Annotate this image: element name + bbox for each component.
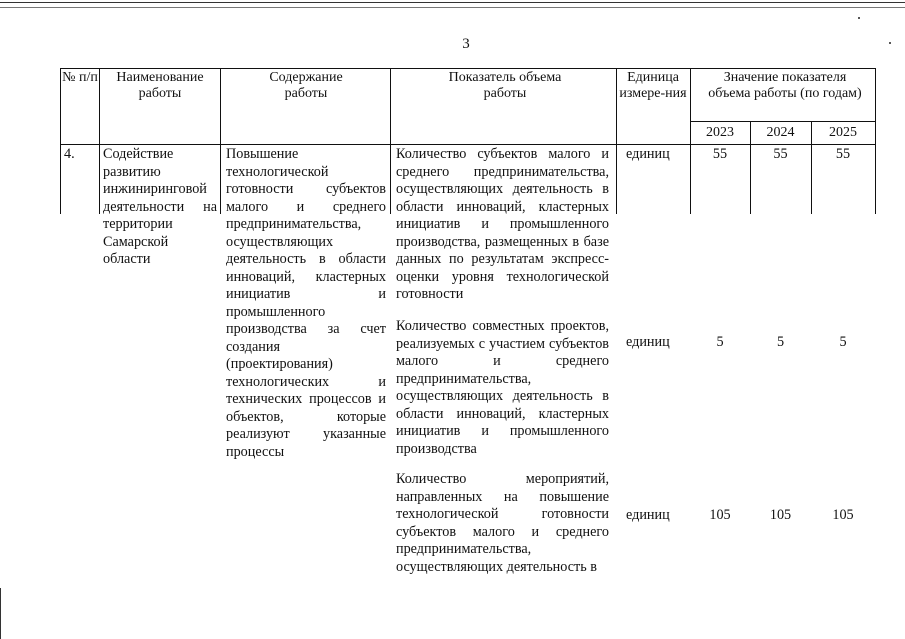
indicator-text: Количество совместных проектов, реализуемых с участием субъектов малого и среднего предпринимательства, осуществляющих деятельность в области инноваций, кластерных инициатив и промышленного производства [396, 318, 609, 457]
indicator-value-2023: 105 [709, 507, 731, 523]
indicator-value-2023: 55 [712, 146, 728, 162]
header-value-group: Значение показателя объема работы (по годам) [708, 70, 862, 101]
work-volume-table [60, 68, 875, 639]
indicator-value-2024: 5 [776, 334, 785, 350]
page-number: 3 [462, 36, 470, 52]
left-edge-line [0, 588, 1, 639]
row-number: 4. [64, 146, 75, 162]
header-work-content: Содержание работы [269, 70, 343, 101]
header-year-2023: 2023 [706, 125, 734, 140]
row-work-name: Содействие развитию инжиниринговой деятельности на территории Самарской области [103, 146, 217, 267]
years-subheader-rule [690, 121, 875, 122]
indicator-unit: единиц [626, 507, 670, 523]
header-unit: Единица измере-ния [619, 70, 687, 101]
indicator-value-2025: 5 [839, 334, 847, 350]
column-rule [220, 68, 221, 214]
scan-speck [858, 17, 860, 19]
indicator-unit: единиц [626, 146, 670, 162]
header-year-2025: 2025 [829, 125, 857, 140]
indicator-value-2024: 105 [769, 507, 792, 523]
top-border-line-secondary [0, 7, 905, 8]
indicator-text: Количество субъектов малого и среднего предпринимательства, осуществляющих деятельность в области инноваций, кластерных инициатив и промышленного производства, размещенных в базе данных по результатам экспресс-оценки уровня технологической готовности [396, 146, 609, 302]
header-work-name: Наименование работы [116, 70, 204, 101]
indicator-value-2024: 55 [773, 146, 788, 162]
header-bottom-rule [60, 144, 875, 145]
indicator-unit: единиц [626, 334, 670, 350]
indicator-text: Количество мероприятий, направленных на повышение технологической готовности субъектов малого и среднего предпринимательства, осуществляющих деятельность в [396, 471, 609, 575]
header-year-2024: 2024 [766, 125, 795, 140]
header-indicator: Показатель объема работы [448, 70, 562, 101]
indicator-value-2025: 55 [835, 146, 851, 162]
table-top-rule [60, 68, 875, 69]
top-border-line [0, 2, 905, 3]
column-rule [875, 68, 876, 214]
column-rule [390, 68, 391, 214]
column-rule [690, 68, 691, 214]
column-rule [99, 68, 100, 214]
column-rule [616, 68, 617, 214]
column-rule [60, 68, 61, 214]
indicator-value-2023: 5 [716, 334, 724, 350]
header-number: № п/п [62, 70, 98, 85]
indicator-value-2025: 105 [832, 507, 854, 523]
row-work-content: Повышение технологической готовности субъектов малого и среднего предпринимательства, осуществляющих деятельность в области инноваций, кластерных инициатив и промышленного производства за счет создания (проектирования) технологических и технических процессов и объектов, которые реализуют указанные процессы [226, 146, 386, 460]
